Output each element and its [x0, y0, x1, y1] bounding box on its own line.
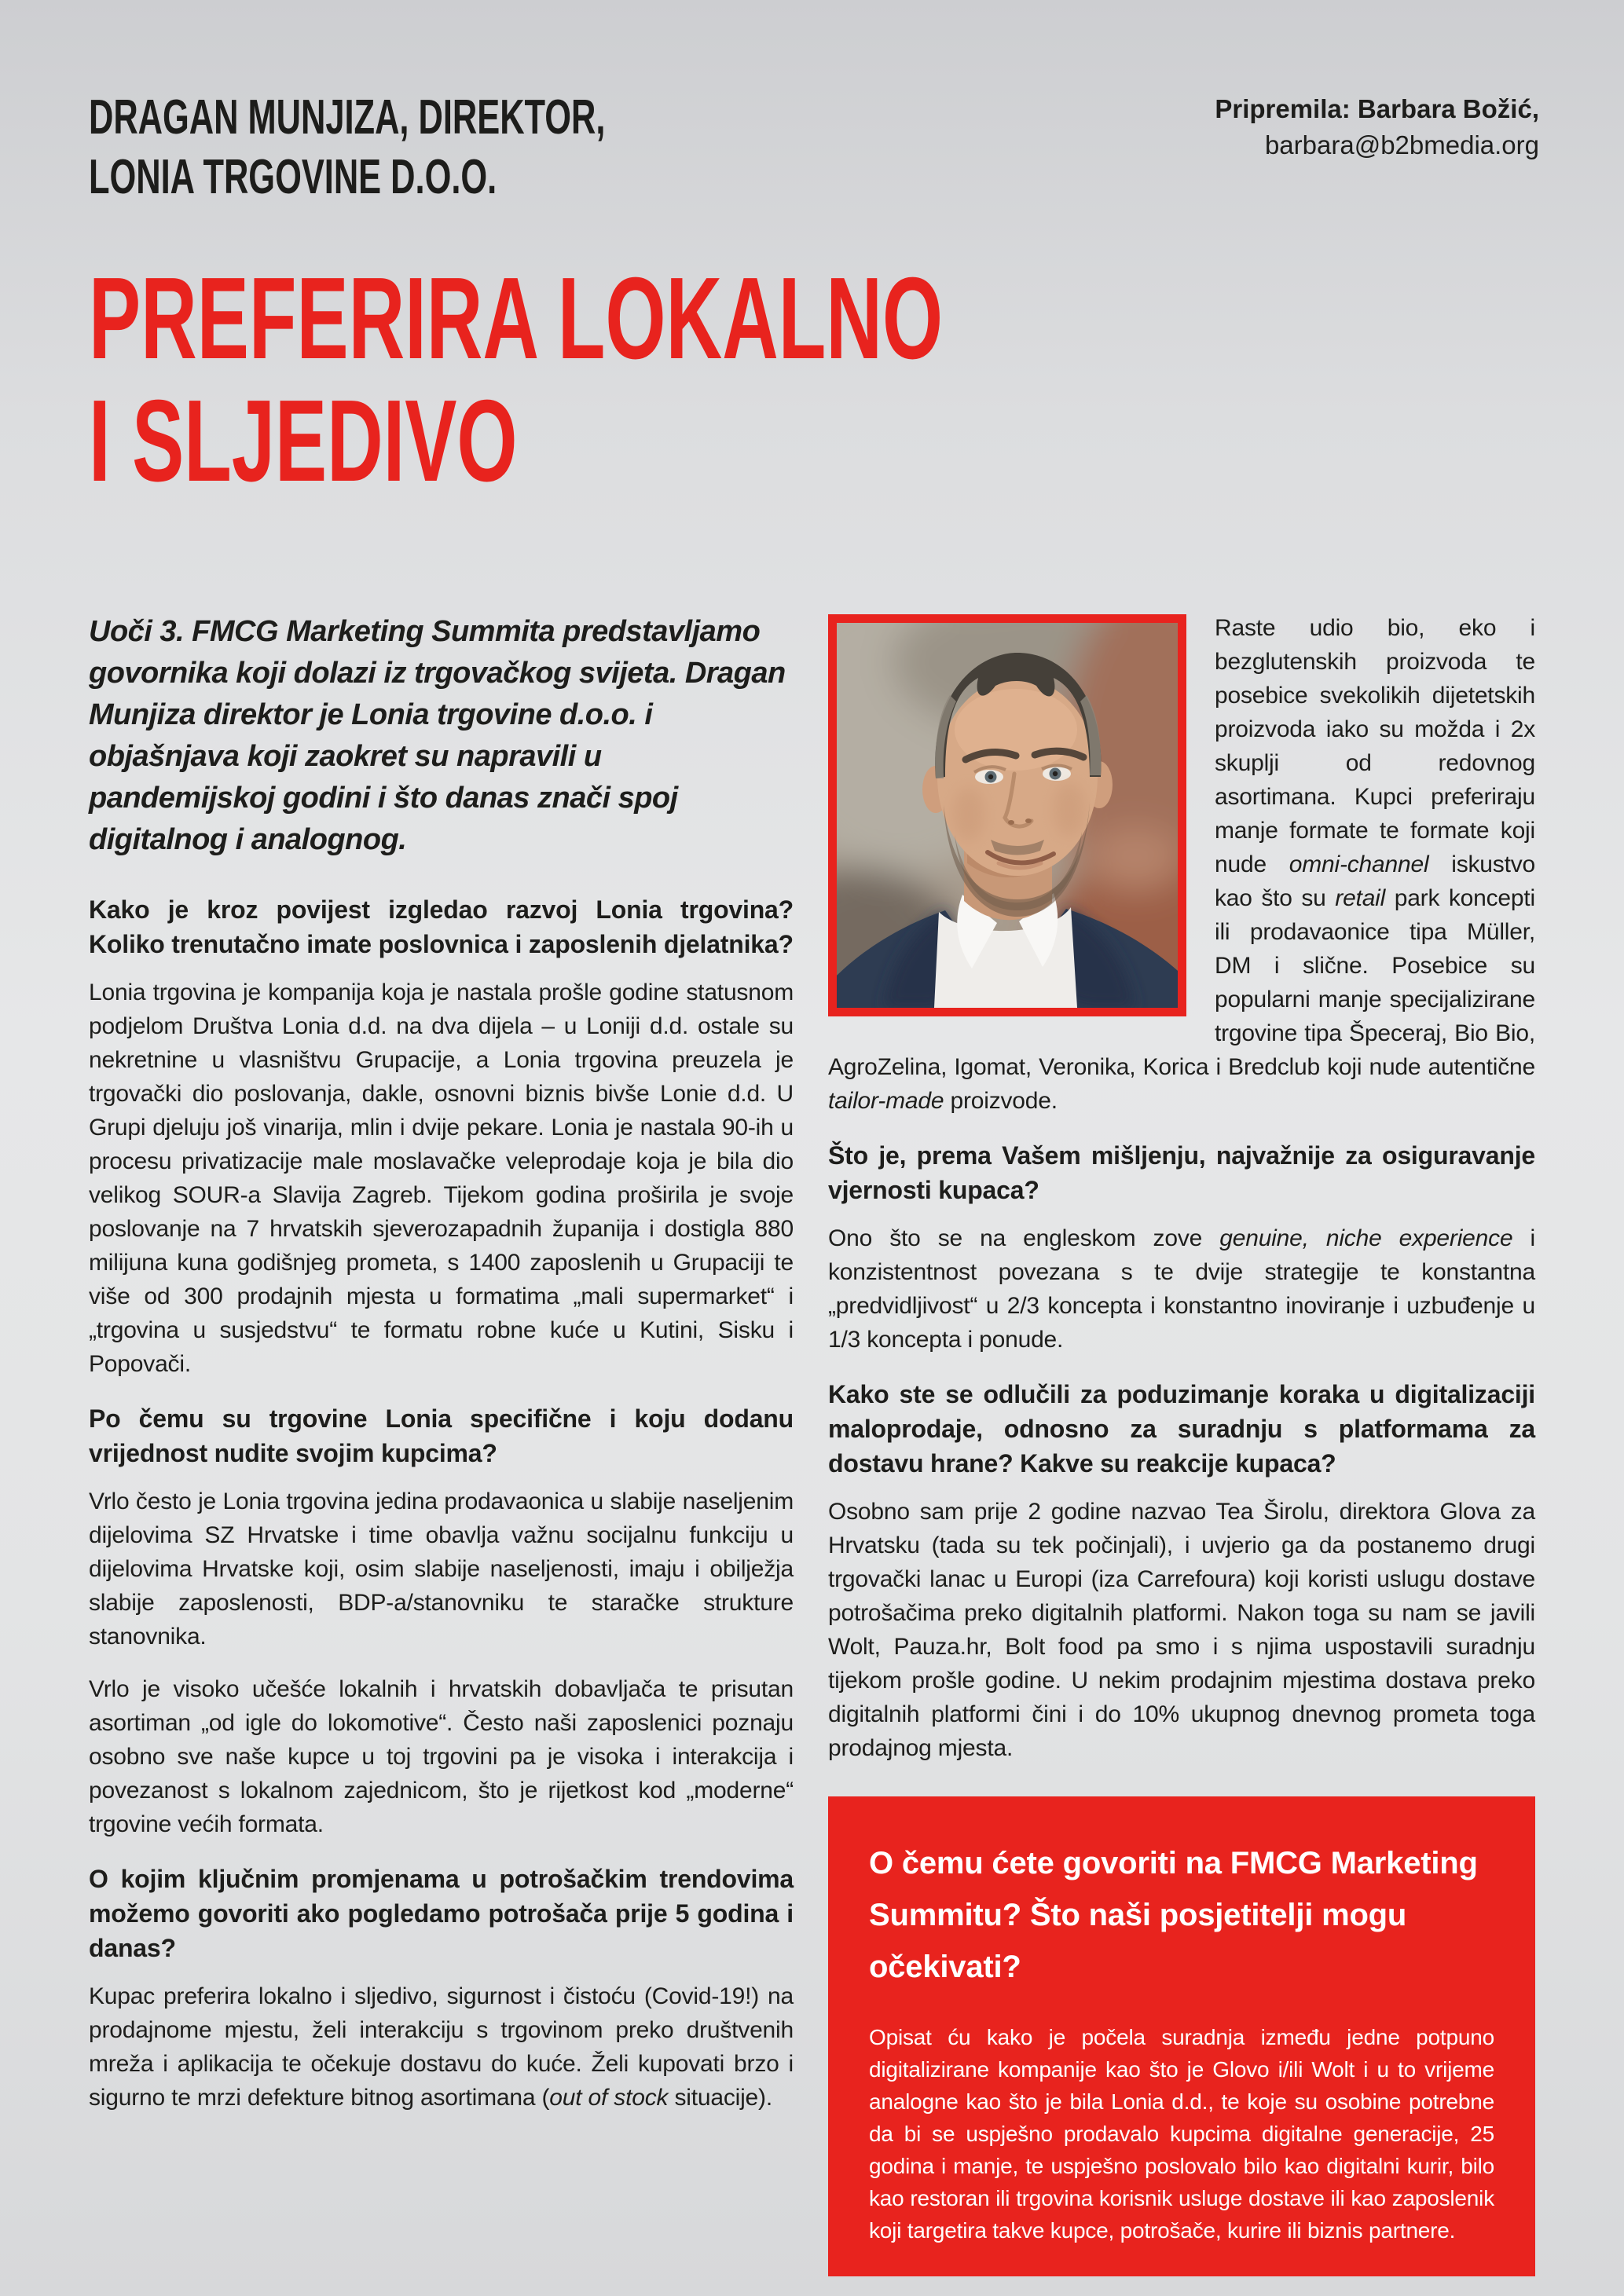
article-title-line-2: I SLJEDIVO: [89, 376, 518, 506]
interview-question-2: Po čemu su trgovine Lonia specifične i koju dodanu vrijednost nudite svojim kupcima?: [89, 1404, 794, 1467]
interview-question-1: Kako je kroz povijest izgledao razvoj Lonia trgovina? Koliko trenutačno imate poslovnica i zaposlenih djelatnika?: [89, 895, 794, 958]
column-left: [89, 611, 794, 2276]
article-title-line-1: PREFERIRA LOKALNO: [89, 254, 944, 383]
byline-author: Pripremila: Barbara Božić,: [1215, 94, 1539, 123]
interview-question-5: Kako ste se odlučili za poduzimanje koraka u digitalizaciji maloprodaje, odnosno za suradnju s platformama za dostavu hrane? Kakve su reakcije kupaca?: [828, 1380, 1535, 1478]
interview-question-3: O kojim ključnim promjenama u potrošačkim trendovima možemo govoriti ako pogledamo potrošača prije 5 godina i danas?: [89, 1865, 794, 1962]
column-right: [828, 611, 1535, 2276]
interview-answer-2b: Vrlo je visoko učešće lokalnih i hrvatskih dobavljača te prisutan asortiman „od igle do lokomotive“. Često naši zaposlenici poznaju osobno sve naše kupce u toj trgovini pa je visoka i interakcija i povezanost s lokalnom zajednicom, što je rijetkost kod „moderne“ trgovine većih formata.: [89, 1676, 794, 1837]
interview-answer-4: Ono što se na engleskom zove genuine, niche experience i konzistentnost povezana s te dvije strategije te konstantna „predvidljivost“ u 2/3 koncepta i konstantno inoviranje i uzbuđenje u 1/3 koncepta i ponude.: [828, 1225, 1536, 1353]
interview-question-4: Što je, prema Vašem mišljenju, najvažnije za osiguravanje vjernosti kupaca?: [828, 1141, 1535, 1204]
kicker-line-2: LONIA TRGOVINE D.O.O.: [89, 150, 497, 204]
article-title: [89, 254, 1539, 506]
article-columns: [89, 611, 1539, 2276]
interview-answer-3: Kupac preferira lokalno i sljedivo, sigurnost i čistoću (Covid-19!) na prodajnome mjestu, želi interakciju s trgovinom preko društvenih mreža i aplikacija te očekuje dostavu do kuće. Želi kupovati brzo i sigurno te mrzi defekture bitnog asortimana (out of stock situacije).: [89, 1983, 794, 2111]
interviewee-kicker: [89, 88, 827, 207]
portrait-illustration: [837, 623, 1178, 1008]
kicker-line-1: DRAGAN MUNJIZA, DIREKTOR,: [89, 90, 606, 145]
portrait-photo: [828, 614, 1186, 1016]
byline-email: barbara@b2bmedia.org: [1264, 130, 1539, 159]
highlight-box: [828, 1796, 1535, 2276]
highlight-question: O čemu ćete govoriti na FMCG Marketing Summitu? Što naši posjetitelji mogu očekivati?: [869, 1846, 1478, 1984]
intro-paragraph: Uoči 3. FMCG Marketing Summita predstavljamo govornika koji dolazi iz trgovačkog svijeta. Dragan Munjiza direktor je Lonia trgovine d.o.o. i objašnjava koji zaokret su napravili u pandemijskoj godini i što danas znači spoj digitalnog i analognog.: [89, 615, 786, 856]
byline: [1215, 88, 1539, 163]
interview-answer-2a: Vrlo često je Lonia trgovina jedina prodavaonica u slabije naseljenim dijelovima SZ Hrvatske i time obavlja važnu socijalnu funkciju u dijelovima Hrvatske koji, osim slabije naseljenosti, imaju i obilježja slabije zaposlenosti, BDP-a/stanovniku te staračke strukture stanovnika.: [89, 1489, 794, 1650]
highlight-answer: Opisat ću kako je počela suradnja između jedne potpuno digitalizirane kompanije kao što je Glovo i/ili Wolt i u to vrijeme analogne kao što je bila Lonia d.d., te koje su osobine potrebne da bi se uspješno prodavalo kupcima digitalne generacije, 25 godina i manje, te uspješno poslovalo bilo kao digitalni kurir, bilo kao restoran ili trgovina korisnik usluge dostave ili kao zaposlenik koji targetira takve kupce, potrošače, kurire ili biznis partnere.: [869, 2025, 1494, 2243]
page-header: [89, 88, 1539, 207]
interview-answer-5: Osobno sam prije 2 godine nazvao Tea Širolu, direktora Glova za Hrvatsku (tada su tek počinjali), i uvjerio ga da postanemo drugi trgovački lanac u Europi (iza Carrefoura) koji koristi uslugu dostave potrošačima preko digitalnih platformi. Nakon toga su nam se javili Wolt, Pauza.hr, Bolt food pa smo i s njima uspostavili suradnju tijekom prošle godine. U nekim prodajnim mjestima dostava preko digitalnih platformi čini i do 10% ukupnog dnevnog prometa toga prodajnog mjesta.: [828, 1499, 1535, 1761]
interview-answer-1: Lonia trgovina je kompanija koja je nastala prošle godine statusnom podjelom Društva Lonia d.d. na dva dijela – u Loniji d.d. ostale su nekretnine u vlasništvu Grupacije, a Lonia trgovina preuzela je trgovački dio poslovanja, dakle, osnovni biznis bivše Lonie d.d. U Grupi djeluju još vinarija, mlin i dvije pekare. Lonia je nastala 90-ih u procesu privatizacije male moslavačke veleprodaje koja je bila dio velikog SOUR-a Slavija Zagreb. Tijekom godina proširila je svoje poslovanje na 7 hrvatskih sjeverozapadnih županija i dostigla 880 milijuna kuna godišnjeg prometa, s 1400 zaposlenih u Grupaciji te više od 300 prodajnih mjesta u formatima „mali supermarket“ i „trgovina u susjedstvu“ te formatu robne kuće u Kutini, Sisku i Popovači.: [89, 980, 794, 1377]
interview-answer-photo-paragraph: Raste udio bio, eko i bezglutenskih proizvoda te posebice svekolikih dijetetskih proizvoda iako su možda i 2x skuplji od redovnog asortimana. Kupci preferiraju manje formate te formate koji nude omni-channel iskustvo kao što su retail park koncepti ili prodavaonice tipa Müller, DM i slične. Posebice su popularni manje specijalizirane trgovine tipa Špeceraj, Bio Bio, AgroZelina, Igomat, Veronika, Korica i Bredclub koji nude autentične tailor-made proizvode.: [828, 615, 1536, 1114]
